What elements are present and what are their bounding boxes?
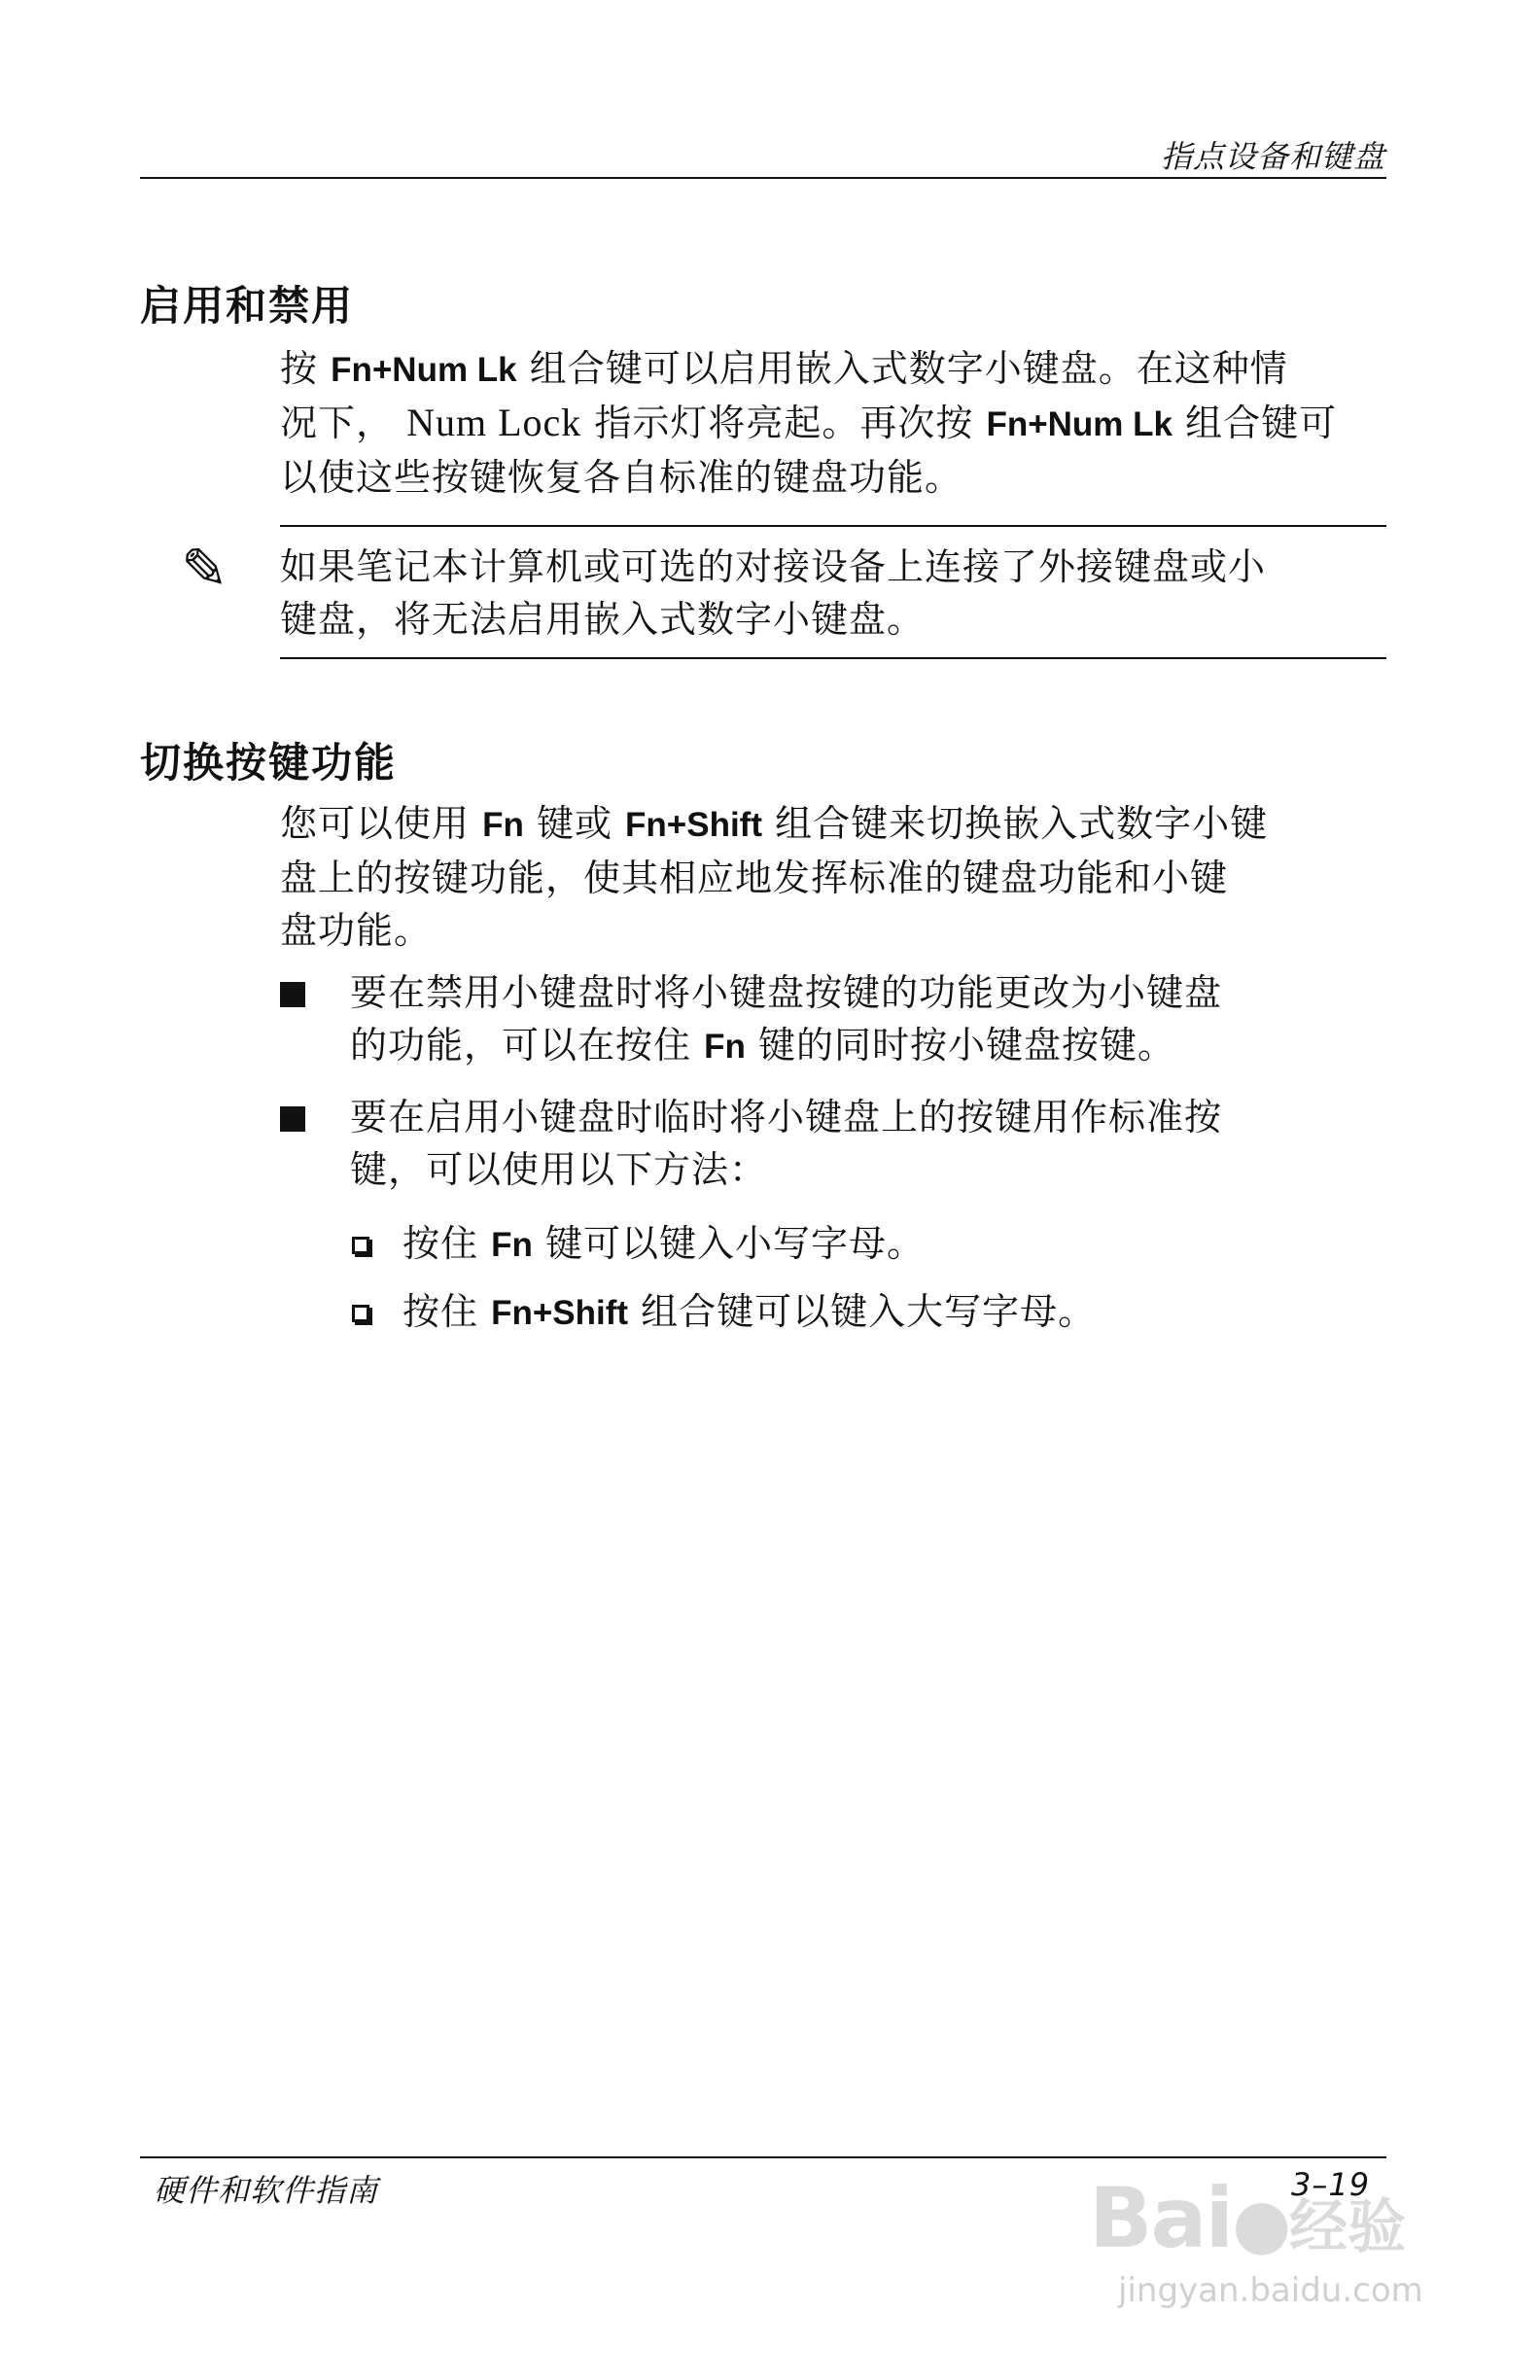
watermark-url: jingyan.baidu.com [1118,2271,1423,2310]
section-heading-toggle-keys: 切换按键功能 [140,739,398,787]
bullet-square-icon [280,982,305,1007]
footer-book-title: 硬件和软件指南 [154,2172,379,2209]
key-combo: Fn+Num Lk [331,351,517,389]
key-combo: Fn [482,806,524,844]
key-combo: Fn [491,1226,533,1264]
section2-paragraph [280,797,1388,957]
key-combo: Fn+Num Lk [986,405,1172,443]
footer-rule [140,2156,1386,2158]
bullet-square-icon [280,1106,305,1132]
para-line: 盘上的按键功能，使其相应地发挥标准的键盘功能和小键 [280,857,1229,899]
pencil-icon: ✎ [181,536,228,602]
para-line: 盘功能。 [280,909,433,952]
para-line: 以使这些按键恢复各自标准的键盘功能。 [280,456,963,499]
running-header: 指点设备和键盘 [1160,138,1385,175]
note-bottom-rule [280,657,1386,659]
checkbox-bullet-icon [352,1305,369,1322]
section1-paragraph [280,342,1388,504]
baidu-watermark-logo: Bai●经验 [1089,2170,1407,2267]
checkbox-bullet-icon [352,1237,369,1254]
sub-bullet-item: 按住 Fn 键可以键入小写字母。 [402,1222,925,1265]
header-rule [140,177,1386,179]
para-line: 您可以使用 Fn 键或 Fn+Shift 组合键来切换嵌入式数字小键 [280,802,1269,845]
section-heading-enable-disable: 启用和禁用 [140,282,355,330]
footer-page-number: 3–19 [1291,2166,1371,2203]
para-line: 按 Fn+Num Lk 组合键可以启用嵌入式数字小键盘。在这种情 [280,347,1288,390]
para-line: 况下， Num Lock 指示灯将亮起。再次按 Fn+Num Lk 组合键可 [280,401,1338,444]
note-top-rule [280,525,1386,527]
bullet-item: 要在禁用小键盘时将小键盘按键的功能更改为小键盘 的功能，可以在按住 Fn 键的同时按小键盘按键。 [350,971,1223,1067]
paw-icon: ● [1232,2184,1290,2263]
bullet-item: 要在启用小键盘时临时将小键盘上的按键用作标准按 键，可以使用以下方法： [350,1096,1223,1191]
note-text: 如果笔记本计算机或可选的对接设备上连接了外接键盘或小 键盘，将无法启用嵌入式数字小键盘。 [280,545,1267,641]
key-combo: Fn+Shift [625,806,762,844]
key-combo: Fn [704,1028,746,1066]
key-combo: Fn+Shift [491,1294,629,1332]
num-lock-label: Num Lock [406,401,582,444]
sub-bullet-item: 按住 Fn+Shift 组合键可以键入大写字母。 [402,1290,1097,1333]
